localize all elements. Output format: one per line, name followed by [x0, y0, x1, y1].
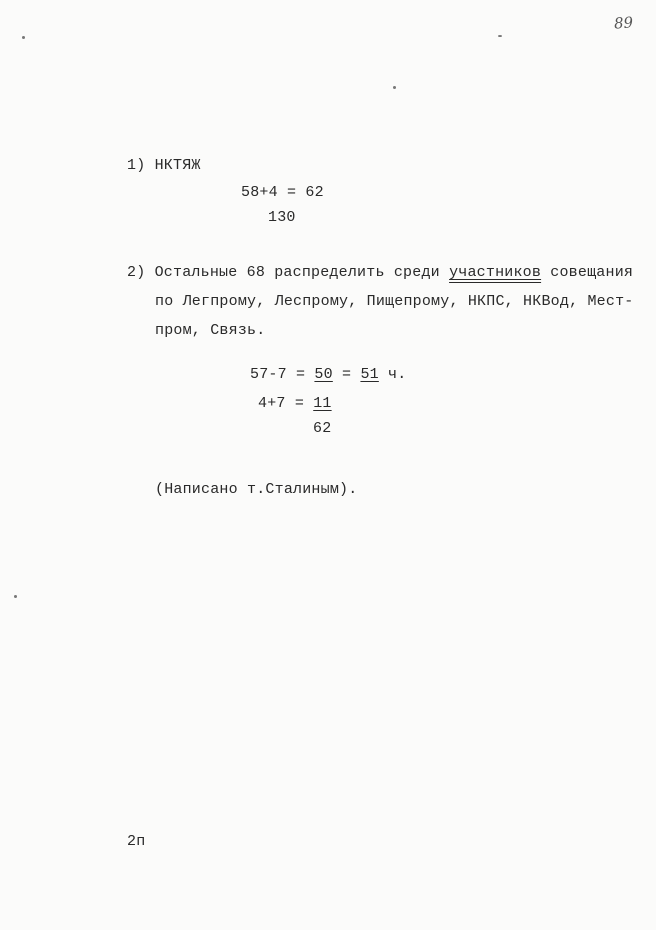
scan-speck — [22, 36, 25, 39]
scan-speck — [498, 35, 502, 37]
item-1-number: 1) — [127, 157, 146, 174]
scan-speck — [14, 595, 17, 598]
item-1-title: НКТЯЖ — [154, 157, 201, 174]
calc1-line2: 130 — [268, 209, 296, 226]
authorship-note: (Написано т.Сталиным). — [155, 481, 358, 498]
calc2-row2 — [258, 395, 332, 413]
item-1 — [127, 157, 201, 175]
item-2-line3: пром, Связь. — [155, 322, 266, 339]
item-2-line2: по Легпрому, Леспрому, Пищепрому, НКПС, НКВод, Мест- — [155, 293, 634, 310]
item-2-text-before: Остальные 68 распределить среди — [154, 264, 450, 281]
handwritten-page-number: 89 — [613, 13, 634, 33]
calc2-row1-suffix: ч. — [388, 366, 407, 383]
item-2-number: 2) — [127, 264, 146, 281]
calc2-row2-expr: 4+7 — [258, 395, 286, 412]
calc2-row1-eq2: = — [342, 366, 352, 383]
calc1-line1: 58+4 = 62 — [241, 184, 324, 201]
scan-speck — [393, 86, 396, 89]
calc2-row1-eq1: = — [296, 366, 306, 383]
footer-code: 2п — [127, 833, 146, 850]
calc2-row1-value2: 51 — [360, 366, 379, 383]
item-2-text-after: совещания — [541, 264, 634, 281]
calc2-row1 — [250, 366, 406, 384]
calc2-row3: 62 — [313, 420, 332, 437]
calc2-row2-eq: = — [294, 395, 305, 412]
calc2-row2-value: 11 — [313, 395, 332, 412]
item-2-underlined-word: участников — [449, 264, 542, 281]
calc2-row1-value1: 50 — [314, 366, 333, 383]
calc2-row1-expr: 57-7 — [250, 366, 287, 383]
item-2-line1 — [127, 264, 633, 282]
